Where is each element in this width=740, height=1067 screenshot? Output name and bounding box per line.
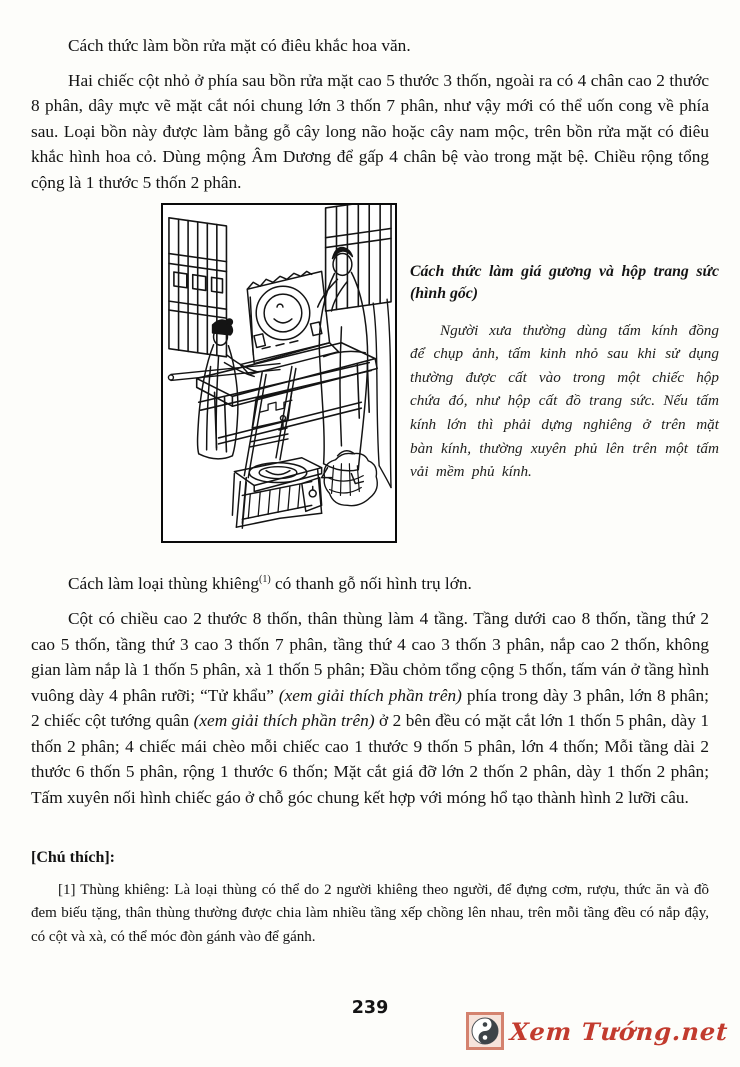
woodcut-illustration xyxy=(163,205,395,541)
figure-row xyxy=(31,203,719,555)
figure-caption-title: Cách thức làm giá gương và hộp trang sức (hình gốc) xyxy=(410,262,719,303)
figure-caption-body: Người xưa thường dùng tấm kính đồng để chụp ảnh, tấm kinh nhỏ sau khi sử dụng thường được cất vào trong một chiếc hộp chứa đó, như hộp cất đồ trang sức. Nếu tấm kính lớn thì phải dựng nghiêng ở trên mặt bàn kính, thường xuyên phủ lên trên một tấm vải mềm phủ kính. xyxy=(410,321,719,481)
section-para-seg: phía trong dày 3 phân, lớn 8 phân; 2 chiếc cột tướng quân xyxy=(31,685,709,731)
section-para-seg: ở 2 bên đều có mặt cắt lớn 1 thốn 5 phân, dày 1 thốn 2 phân; 4 chiếc mái chèo mỗi chiếc cao 1 thước 9 thốn 5 phân, lớn 4 thốn; Mỗi tầng dài 2 thước 6 thốn 5 phân, rộng 1 thước 6 thốn; Mặt cắt giá đỡ lớn 2 thốn 2 phân, dày 1 thốn 2 phân; Tấm xuyên nối hình chiếc gáo ở chỗ góc chung kết hợp với móng hổ tạo thành hình 2 lưỡi câu. xyxy=(31,711,709,808)
figure-left xyxy=(198,319,257,459)
page-content xyxy=(31,0,719,949)
watermark xyxy=(466,1012,728,1050)
section-heading-tail: có thanh gỗ nối hình trụ lớn. xyxy=(270,573,472,593)
section-para-italic: (xem giải thích phần trên) xyxy=(278,685,462,705)
section-para-seg: Cột có chiều cao 2 thước 8 thốn, thân thùng làm 4 tầng. Tầng dưới cao 8 thốn, tầng thứ 2 cao 5 thốn, tầng thứ 3 cao 3 thốn 7 phân, tầng thứ 4 cao 3 thốn 3 phân, nắp cao 2 thốn, không gian làm nắp là 1 thốn 5 phân, xà 1 thốn 5 phân; Đầu chỏm tổng cộng 5 thốn, tấm ván ở tầng hình vuông dày 4 phân rưỡi; “Tử khẩu” xyxy=(31,608,709,705)
figure-caption xyxy=(410,261,719,484)
watermark-text: Xem Tướng.net xyxy=(508,1016,730,1046)
figure-frame xyxy=(161,203,397,543)
measurements-paragraph: Hai chiếc cột nhỏ ở phía sau bồn rửa mặt cao 5 thước 3 thốn, ngoài ra có 4 chân cao 2 thước 8 phân, dây mực vẽ mặt cắt nói chung lớn 3 thốn 7 phân, như vậy mới có thể uốn cong về phía sau. Loại bồn này được làm bằng gỗ cây long não hoặc cây nam mộc, trên bồn rửa mặt có điêu khắc hình hoa cỏ. Dùng mộng Âm Dương để gấp 4 chân bệ vào trong mặt bệ. Chiều rộng tổng cộng là 1 thước 5 thốn 2 phân. xyxy=(31,70,709,192)
lattice-window-left xyxy=(169,217,227,356)
section-paragraph xyxy=(31,606,709,811)
section-heading xyxy=(31,567,709,596)
intro-paragraph: Cách thức làm bồn rửa mặt có điêu khắc hoa văn. xyxy=(68,36,411,55)
basket xyxy=(324,450,377,505)
section-para-italic: (xem giải thích phần trên) xyxy=(193,711,375,731)
footnote-ref: (1) xyxy=(259,573,271,585)
drape xyxy=(373,299,391,487)
yin-yang-icon xyxy=(466,1012,504,1050)
footnote-1: [1] Thùng khiêng: Là loại thùng có thể do 2 người khiêng theo người, để đựng cơm, rượu, thức ăn và đồ đem biếu tặng, thân thùng thường được chia làm nhiều tầng xếp chồng lên nhau, trên mỗi tầng đều có nắp đậy, có cột và xà, có thể móc đòn gánh vào để gánh. xyxy=(31,881,709,945)
footnotes-header: [Chú thích]: xyxy=(31,848,116,866)
page-number: 239 xyxy=(351,998,389,1018)
mirror-box xyxy=(240,271,338,374)
section-heading-text: Cách làm loại thùng khiêng xyxy=(68,573,260,593)
